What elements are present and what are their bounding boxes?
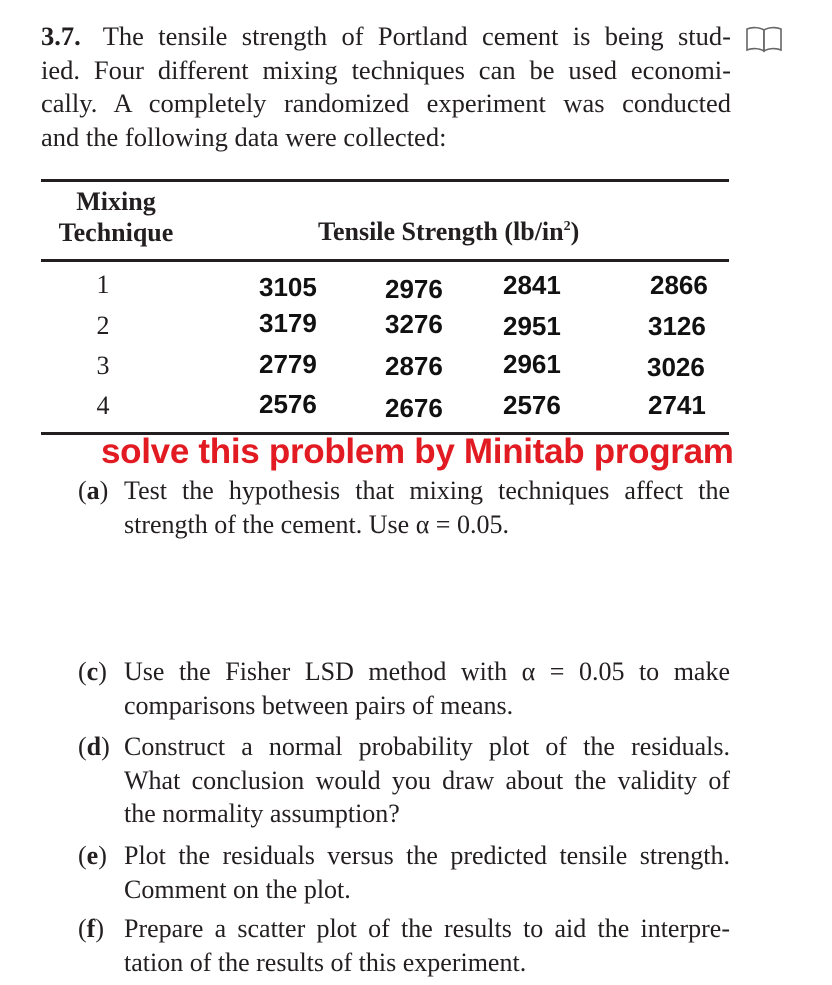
- part-label: (c): [78, 657, 107, 686]
- part-e: (e) Plot the residuals versus the predicted tensile strength. Comment on the plot.: [78, 841, 730, 904]
- part-d: (d) Construct a normal probability plot of the residuals. What conclusion would you draw about the validity of the normality assumption?: [78, 732, 730, 828]
- row-technique-2: 2: [96, 311, 110, 340]
- annotation-note: solve this problem by Minitab program: [101, 432, 734, 471]
- row-technique-1: 1: [96, 270, 110, 299]
- part-label: (e): [78, 841, 107, 870]
- problem-statement: [41, 20, 731, 154]
- part-c: (c) Use the Fisher LSD method with α = 0.05 to make comparisons between pairs of means.: [78, 657, 730, 720]
- table-cell: 3276: [385, 309, 443, 339]
- part-label: (a): [78, 476, 109, 505]
- problem-line-3: cally. A completely randomized experiment was conducted: [41, 88, 731, 118]
- part-label: (f): [78, 914, 105, 943]
- table-cell: 2841: [503, 270, 561, 300]
- table-cell: 2676: [385, 393, 443, 423]
- table-top-rule: [41, 179, 729, 182]
- column-header-mixing-technique: Mixing Technique: [58, 187, 174, 247]
- table-cell: 3179: [259, 308, 317, 338]
- table-cell: 3026: [647, 352, 705, 382]
- table-cell: 2779: [259, 349, 317, 379]
- part-f: (f) Prepare a scatter plot of the results to aid the interpre- tation of the results of this experiment.: [78, 914, 730, 977]
- book-icon[interactable]: [745, 25, 783, 53]
- problem-line-2: ied. Four different mixing techniques can be used economi-: [41, 54, 731, 85]
- part-a: (a) Test the hypothesis that mixing techniques affect the strength of the cement. Use α = 0.05.: [78, 476, 730, 539]
- table-cell: 2576: [259, 389, 317, 419]
- table-header-rule: [41, 259, 729, 262]
- table-cell: 3126: [648, 311, 706, 341]
- problem-line-4: and the following data were collected:: [41, 121, 447, 152]
- table-cell: 2876: [385, 351, 443, 381]
- part-label: (d): [78, 732, 110, 761]
- table-cell: 2976: [385, 274, 443, 304]
- table-cell: 2961: [503, 349, 561, 379]
- column-header-tensile-strength: Tensile Strength $(lb/in^2)$: [318, 217, 580, 246]
- table-cell: 2951: [503, 311, 561, 341]
- table-cell: 2741: [648, 390, 706, 420]
- table-cell: 3105: [259, 272, 317, 302]
- row-technique-4: 4: [96, 391, 110, 420]
- table-cell: 2576: [503, 390, 561, 420]
- problem-number: 3.7.: [41, 21, 81, 51]
- row-technique-3: 3: [96, 351, 110, 380]
- problem-line-1: 3.7. The tensile strength of Portland cement is being stud-: [41, 21, 731, 51]
- table-cell: 2866: [650, 270, 708, 300]
